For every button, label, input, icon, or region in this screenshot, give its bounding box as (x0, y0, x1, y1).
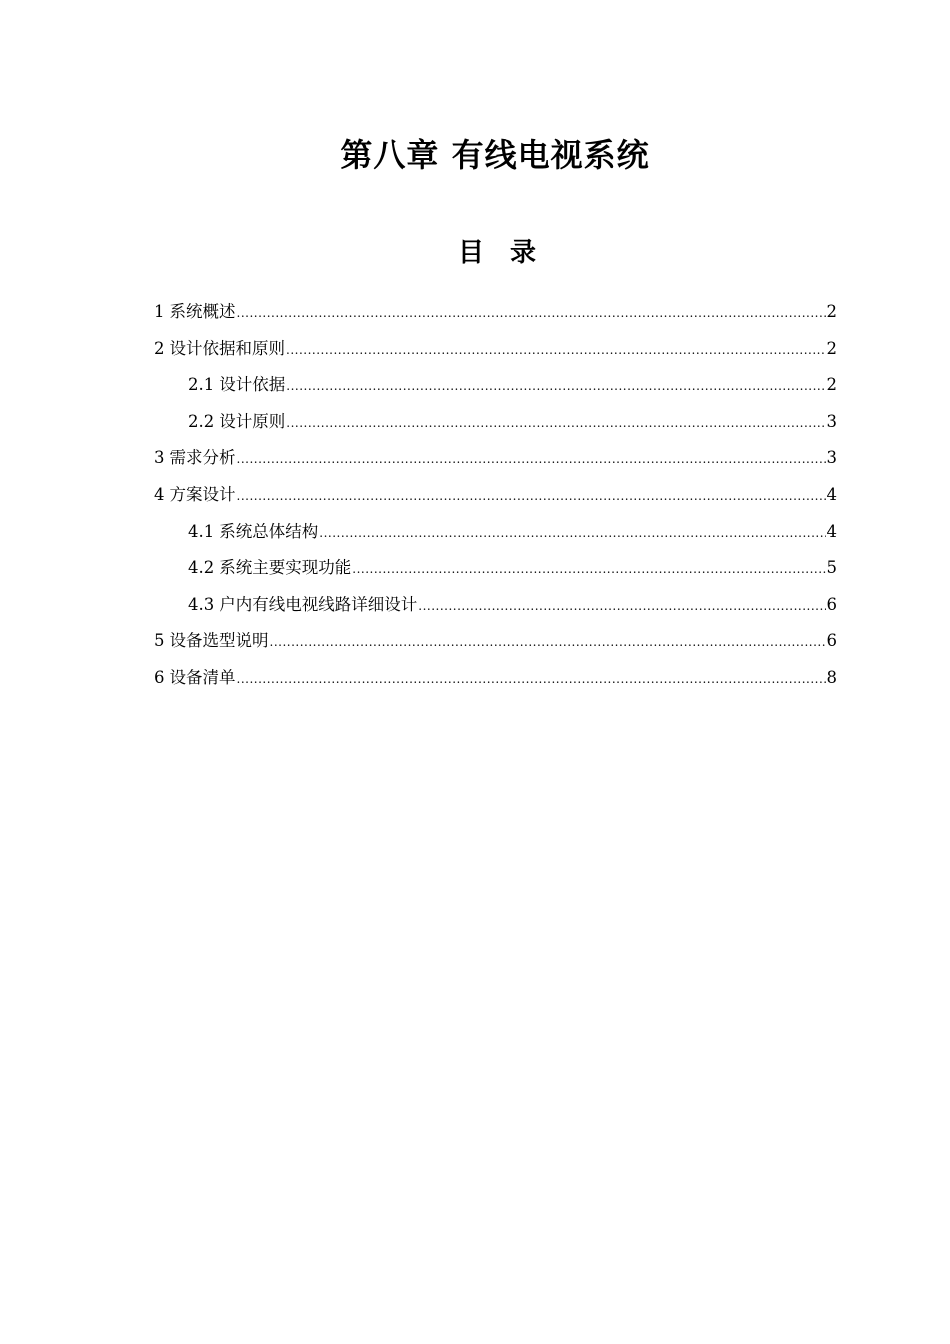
toc-entry-label: 设备清单 (169, 667, 236, 687)
toc-dot-leader (319, 521, 825, 545)
toc-dot-leader (237, 484, 826, 508)
toc-entry-page: 8 (826, 667, 837, 687)
toc-entry-page: 4 (826, 521, 837, 541)
toc-entry[interactable] (154, 666, 837, 703)
toc-entry-page: 3 (826, 448, 837, 468)
toc-entry-number: 4.3 (188, 594, 215, 614)
toc-entry-label: 需求分析 (169, 448, 236, 468)
toc-entry-label: 设备选型说明 (169, 631, 269, 651)
toc-entry[interactable] (154, 446, 837, 483)
toc-dot-leader (237, 301, 826, 325)
toc-entry-number: 1 (154, 302, 165, 321)
toc-entry[interactable] (154, 410, 837, 447)
toc-entry-number: 5 (154, 631, 165, 651)
toc-entry[interactable] (154, 593, 837, 630)
toc-entry-number: 4 (154, 484, 165, 504)
toc-dot-leader (237, 667, 826, 691)
toc-dot-leader (286, 374, 825, 398)
toc-entry-label: 方案设计 (169, 484, 236, 504)
toc-entry-number: 6 (154, 667, 165, 687)
toc-entry-label: 户内有线电视线路详细设计 (219, 594, 418, 614)
toc-dot-leader (418, 594, 825, 618)
chapter-title: 第八章 有线电视系统 (340, 136, 650, 174)
toc-entry-label: 设计原则 (219, 411, 286, 431)
toc-dot-leader (237, 447, 826, 471)
toc-entry-number: 3 (154, 448, 165, 468)
toc-dot-leader (286, 338, 826, 362)
toc-entry-page: 2 (826, 302, 837, 321)
toc-entry[interactable] (154, 337, 837, 374)
toc-entry-number: 2.2 (188, 411, 215, 431)
toc-entry[interactable] (154, 300, 837, 337)
toc-entry-page: 2 (826, 375, 837, 395)
toc-entry[interactable] (154, 556, 837, 593)
toc-entry-label: 设计依据和原则 (169, 338, 285, 358)
toc-entry-number: 4.2 (188, 558, 215, 578)
toc-heading-right: 录 (510, 238, 537, 268)
toc-entry-page: 2 (826, 338, 837, 358)
toc-dot-leader (270, 630, 826, 654)
toc-dot-leader (286, 411, 825, 435)
toc-dot-leader (352, 557, 825, 581)
toc-entry-label: 设计依据 (219, 375, 286, 395)
toc-entry-page: 5 (826, 558, 837, 578)
toc-entry-label: 系统概述 (169, 302, 236, 321)
toc-entry-number: 2.1 (188, 375, 215, 395)
toc-entry-page: 6 (826, 631, 837, 651)
toc-entry-number: 4.1 (188, 521, 215, 541)
toc-entry-page: 4 (826, 484, 837, 504)
toc-entry[interactable] (154, 629, 837, 666)
toc-entry[interactable] (154, 373, 837, 410)
toc-entry-label: 系统主要实现功能 (219, 558, 352, 578)
toc-entry-page: 6 (826, 594, 837, 614)
toc-entry-number: 2 (154, 338, 165, 358)
toc-heading-left: 目 (457, 238, 484, 268)
toc-entry-page: 3 (826, 411, 837, 431)
toc-entry-label: 系统总体结构 (219, 521, 319, 541)
table-of-contents (154, 300, 837, 703)
toc-entry[interactable] (154, 483, 837, 520)
toc-entry[interactable] (154, 520, 837, 557)
toc-heading (0, 232, 950, 269)
